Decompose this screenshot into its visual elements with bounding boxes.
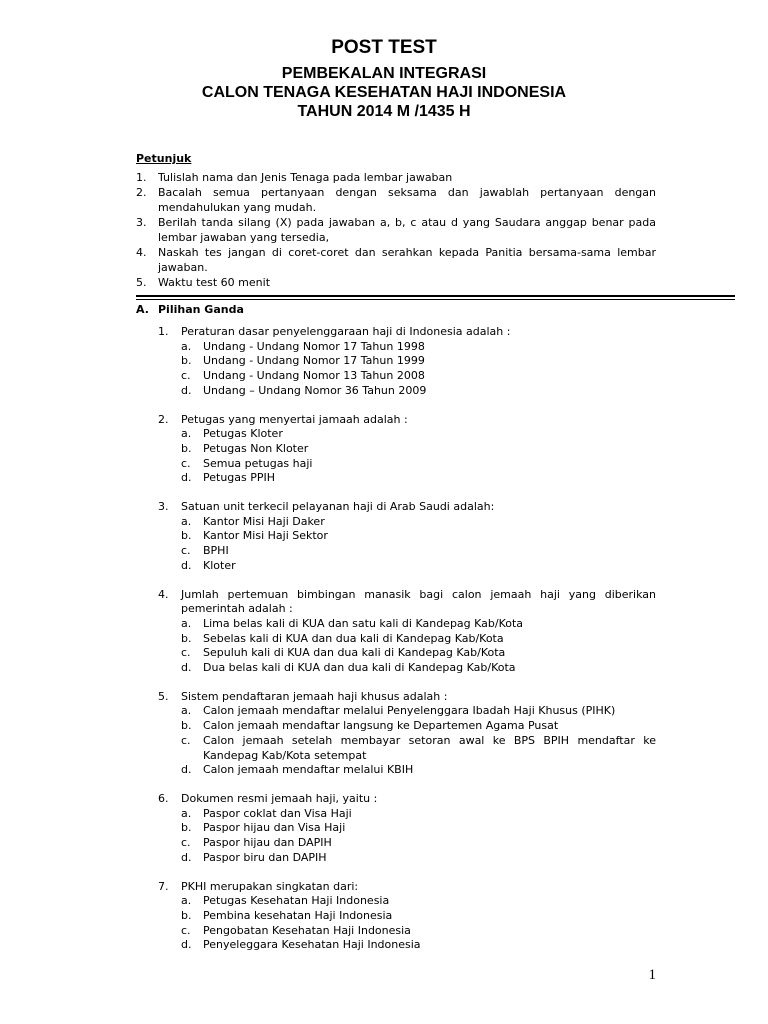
option-item xyxy=(181,763,656,778)
option-item xyxy=(181,704,656,719)
question-item xyxy=(158,792,656,866)
option-text: Sebelas kali di KUA dan dua kali di Kandepag Kab/Kota xyxy=(203,631,504,645)
option-text: Kloter xyxy=(203,558,236,572)
option-item xyxy=(181,340,656,355)
option-letter: c. xyxy=(181,456,191,470)
option-item xyxy=(181,909,656,924)
option-text: Calon jemaah mendaftar langsung ke Departemen Agama Pusat xyxy=(203,719,559,733)
option-letter: d. xyxy=(181,763,192,777)
option-letter: d. xyxy=(181,383,192,397)
option-text: Petugas Non Kloter xyxy=(203,441,309,455)
question-text: PKHI merupakan singkatan dari: xyxy=(181,879,359,893)
question-text: Petugas yang menyertai jamaah adalah : xyxy=(181,412,408,426)
option-text: Kantor Misi Haji Sektor xyxy=(203,529,328,543)
question-item xyxy=(158,880,656,954)
question-number: 2. xyxy=(158,412,169,426)
option-letter: d. xyxy=(181,938,192,952)
question-list xyxy=(158,325,656,967)
option-text: BPHI xyxy=(203,544,229,558)
option-letter: b. xyxy=(181,631,192,645)
option-item xyxy=(181,807,656,822)
option-letter: d. xyxy=(181,558,192,572)
option-item xyxy=(181,369,656,384)
instruction-item xyxy=(136,245,656,275)
option-item xyxy=(181,471,656,486)
option-item xyxy=(181,851,656,866)
section-letter: A. xyxy=(136,303,149,316)
option-letter: d. xyxy=(181,471,192,485)
section-title: Pilihan Ganda xyxy=(158,303,244,316)
instruction-text: Naskah tes jangan di coret-coret dan serahkan kepada Panitia bersama-sama lembar jawaban. xyxy=(158,246,656,274)
option-letter: d. xyxy=(181,850,192,864)
option-letter: a. xyxy=(181,894,192,908)
option-text: Calon jemaah mendaftar melalui Penyelenggara Ibadah Haji Khusus (PIHK) xyxy=(203,704,616,718)
option-text: Pembina kesehatan Haji Indonesia xyxy=(203,908,393,922)
option-item xyxy=(181,354,656,369)
option-text: Dua belas kali di KUA dan dua kali di Kandepag Kab/Kota xyxy=(203,661,516,675)
option-item xyxy=(181,617,656,632)
instruction-item xyxy=(136,170,656,185)
instruction-number: 2. xyxy=(136,186,147,199)
option-text: Calon jemaah mendaftar melalui KBIH xyxy=(203,763,414,777)
option-letter: b. xyxy=(181,908,192,922)
option-list xyxy=(181,427,656,486)
question-text: Peraturan dasar penyelenggaraan haji di Indonesia adalah : xyxy=(181,325,511,338)
instruction-number: 3. xyxy=(136,216,147,229)
option-text: Paspor hijau dan Visa Haji xyxy=(203,821,346,835)
option-item xyxy=(181,734,656,763)
instruction-item xyxy=(136,275,656,290)
option-item xyxy=(181,544,656,559)
option-item xyxy=(181,384,656,399)
option-letter: c. xyxy=(181,646,191,660)
option-letter: c. xyxy=(181,923,191,937)
instruction-text: Tulislah nama dan Jenis Tenaga pada lembar jawaban xyxy=(158,171,453,184)
instruction-item xyxy=(136,215,656,245)
instruction-number: 5. xyxy=(136,276,147,289)
option-text: Paspor biru dan DAPIH xyxy=(203,850,327,864)
question-text: Sistem pendaftaran jemaah haji khusus adalah : xyxy=(181,689,448,703)
option-letter: b. xyxy=(181,354,192,368)
option-item xyxy=(181,821,656,836)
section-heading xyxy=(136,303,244,316)
option-list xyxy=(181,515,656,574)
question-item xyxy=(158,413,656,487)
option-item xyxy=(181,661,656,676)
option-letter: c. xyxy=(181,836,191,850)
option-item xyxy=(181,894,656,909)
option-list xyxy=(181,704,656,778)
instructions-list xyxy=(136,170,656,290)
option-item xyxy=(181,515,656,530)
instruction-text: Berilah tanda silang (X) pada jawaban a, b, c atau d yang Saudara anggap benar pada lembar jawaban yang tersedia, xyxy=(158,216,656,244)
question-number: 7. xyxy=(158,879,169,893)
question-number: 1. xyxy=(158,325,169,338)
option-letter: a. xyxy=(181,339,192,353)
instruction-number: 4. xyxy=(136,246,147,259)
question-item xyxy=(158,588,656,676)
question-number: 6. xyxy=(158,791,169,805)
option-list xyxy=(181,340,656,399)
option-letter: a. xyxy=(181,704,192,718)
option-text: Calon jemaah setelah membayar setoran awal ke BPS BPIH mendaftar ke Kandepag Kab/Kota setempat xyxy=(203,733,656,762)
option-letter: b. xyxy=(181,821,192,835)
option-item xyxy=(181,427,656,442)
option-text: Kantor Misi Haji Daker xyxy=(203,514,325,528)
option-text: Pengobatan Kesehatan Haji Indonesia xyxy=(203,923,411,937)
divider-thin xyxy=(136,299,735,300)
subtitle-line: CALON TENAGA KESEHATAN HAJI INDONESIA xyxy=(201,84,567,101)
instructions-heading: Petunjuk xyxy=(136,152,192,165)
option-letter: b. xyxy=(181,719,192,733)
question-number: 4. xyxy=(158,587,169,601)
option-text: Sepuluh kali di KUA dan dua kali di Kandepag Kab/Kota xyxy=(203,646,506,660)
option-list xyxy=(181,894,656,953)
option-letter: a. xyxy=(181,616,192,630)
option-list xyxy=(181,807,656,866)
question-item xyxy=(158,500,656,574)
option-letter: c. xyxy=(181,544,191,558)
divider-thick xyxy=(136,295,735,297)
option-item xyxy=(181,646,656,661)
question-item xyxy=(158,325,656,399)
option-letter: a. xyxy=(181,806,192,820)
question-text: Satuan unit terkecil pelayanan haji di Arab Saudi adalah: xyxy=(181,500,495,514)
option-text: Petugas Kesehatan Haji Indonesia xyxy=(203,894,390,908)
question-item xyxy=(158,690,656,778)
option-letter: a. xyxy=(181,514,192,528)
instruction-number: 1. xyxy=(136,171,147,184)
page-number: 1 xyxy=(648,967,656,983)
option-text: Undang – Undang Nomor 36 Tahun 2009 xyxy=(203,383,427,397)
option-text: Penyeleggara Kesehatan Haji Indonesia xyxy=(203,938,421,952)
option-list xyxy=(181,617,656,676)
option-letter: a. xyxy=(181,427,192,441)
question-text: Jumlah pertemuan bimbingan manasik bagi calon jemaah haji yang diberikan pemerintah adalah : xyxy=(181,587,656,616)
subtitle-block xyxy=(0,64,768,121)
option-text: Undang - Undang Nomor 17 Tahun 1998 xyxy=(203,339,425,353)
option-letter: b. xyxy=(181,441,192,455)
option-letter: b. xyxy=(181,529,192,543)
option-letter: d. xyxy=(181,661,192,675)
instruction-text: Bacalah semua pertanyaan dengan seksama dan jawablah pertanyaan dengan mendahulukan yang mudah. xyxy=(158,186,656,214)
option-text: Semua petugas haji xyxy=(203,456,313,470)
subtitle-line: PEMBEKALAN INTEGRASI xyxy=(281,65,487,82)
option-letter: c. xyxy=(181,733,191,747)
option-text: Paspor coklat dan Visa Haji xyxy=(203,806,352,820)
option-item xyxy=(181,529,656,544)
option-item xyxy=(181,938,656,953)
question-text: Dokumen resmi jemaah haji, yaitu : xyxy=(181,791,378,805)
option-text: Petugas Kloter xyxy=(203,427,283,441)
option-item xyxy=(181,924,656,939)
option-text: Undang - Undang Nomor 13 Tahun 2008 xyxy=(203,369,425,383)
page-title: POST TEST xyxy=(331,37,437,58)
option-item xyxy=(181,632,656,647)
option-text: Petugas PPIH xyxy=(203,471,276,485)
option-item xyxy=(181,836,656,851)
option-item xyxy=(181,559,656,574)
subtitle-line: TAHUN 2014 M /1435 H xyxy=(297,103,471,120)
question-number: 5. xyxy=(158,689,169,703)
option-letter: c. xyxy=(181,369,191,383)
option-item xyxy=(181,442,656,457)
option-text: Undang - Undang Nomor 17 Tahun 1999 xyxy=(203,354,425,368)
instruction-text: Waktu test 60 menit xyxy=(158,276,271,289)
option-item xyxy=(181,457,656,472)
option-text: Paspor hijau dan DAPIH xyxy=(203,836,332,850)
question-number: 3. xyxy=(158,500,169,514)
option-item xyxy=(181,719,656,734)
option-text: Lima belas kali di KUA dan satu kali di Kandepag Kab/Kota xyxy=(203,616,524,630)
instruction-item xyxy=(136,185,656,215)
